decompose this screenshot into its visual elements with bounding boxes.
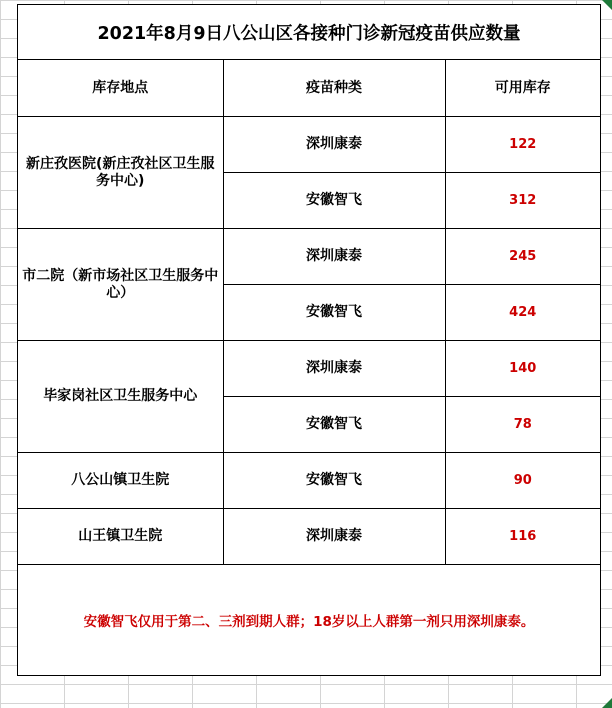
table-row	[18, 453, 600, 509]
stock-cell[interactable]: 245	[445, 229, 600, 285]
header-location[interactable]: 库存地点	[18, 60, 223, 117]
vaccine-cell[interactable]: 深圳康泰	[223, 229, 445, 285]
vaccine-cell[interactable]: 深圳康泰	[223, 117, 445, 173]
table-row	[18, 341, 600, 397]
location-name: 山王镇卫生院	[78, 528, 163, 544]
vaccine-cell[interactable]: 深圳康泰	[223, 341, 445, 397]
location-name: 新庄孜医院(新庄孜社区卫生服务中心)	[26, 155, 215, 189]
table-row	[18, 229, 600, 285]
inventory-table	[18, 60, 600, 565]
stock-cell[interactable]: 116	[445, 509, 600, 565]
stock-cell[interactable]: 140	[445, 341, 600, 397]
location-cell[interactable]	[18, 229, 223, 341]
spreadsheet-sheet	[17, 4, 601, 676]
stock-cell[interactable]: 78	[445, 397, 600, 453]
vaccine-cell[interactable]: 安徽智飞	[223, 397, 445, 453]
vaccine-cell[interactable]: 安徽智飞	[223, 453, 445, 509]
vaccine-cell[interactable]: 安徽智飞	[223, 285, 445, 341]
stock-cell[interactable]: 122	[445, 117, 600, 173]
location-cell[interactable]	[18, 509, 223, 565]
location-name: 八公山镇卫生院	[71, 472, 170, 488]
vaccine-cell[interactable]: 深圳康泰	[223, 509, 445, 565]
header-vaccine[interactable]: 疫苗种类	[223, 60, 445, 117]
table-header-row	[18, 60, 600, 117]
table-row	[18, 509, 600, 565]
header-stock[interactable]: 可用库存	[445, 60, 600, 117]
corner-marker-icon	[602, 0, 612, 10]
table-row	[18, 117, 600, 173]
stock-cell[interactable]: 312	[445, 173, 600, 229]
stock-cell[interactable]: 424	[445, 285, 600, 341]
stock-cell[interactable]: 90	[445, 453, 600, 509]
location-cell[interactable]	[18, 117, 223, 229]
location-name: 市二院（新市场社区卫生服务中心）	[22, 267, 219, 301]
location-cell[interactable]	[18, 341, 223, 453]
usage-note: 安徽智飞仅用于第二、三剂到期人群；18岁以上人群第一剂只用深圳康泰。	[83, 614, 535, 630]
corner-marker-icon	[602, 698, 612, 708]
sheet-title: 2021年8月9日八公山区各接种门诊新冠疫苗供应数量	[18, 5, 600, 60]
location-name: 毕家岗社区卫生服务中心	[43, 388, 198, 404]
vaccine-cell[interactable]: 安徽智飞	[223, 173, 445, 229]
location-cell[interactable]	[18, 453, 223, 509]
